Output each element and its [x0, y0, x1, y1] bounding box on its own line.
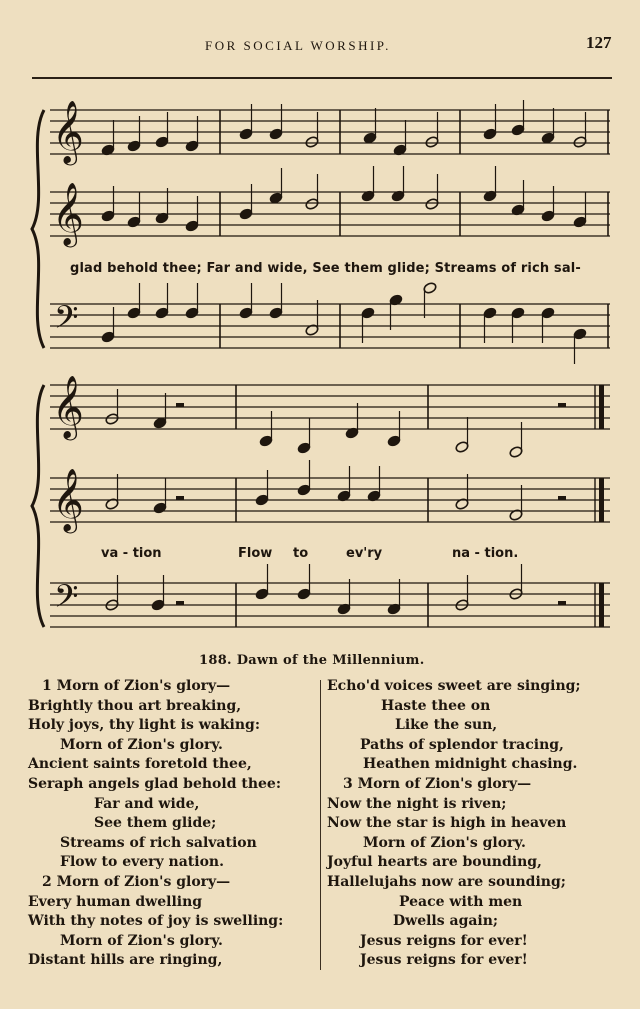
- verse-line: Paths of splendor tracing,: [360, 736, 564, 753]
- half-rest: [176, 403, 184, 407]
- final-barline-thick: [599, 583, 604, 627]
- verse-line: Brightly thou art breaking,: [28, 697, 242, 714]
- verse-line: Holy joys, thy light is waking:: [28, 717, 261, 734]
- verse-line: Now the star is high in heaven: [327, 815, 567, 832]
- verse-line: See them glide;: [94, 815, 217, 832]
- verse-line: Dwells again;: [393, 913, 499, 930]
- verse-line: Seraph angels glad behold thee:: [28, 775, 281, 792]
- system-brace: [32, 110, 44, 348]
- treble-clef: 𝄞: [52, 100, 84, 163]
- verse-line: Every human dwelling: [28, 893, 203, 910]
- verse-line: Morn of Zion's glory.: [60, 932, 223, 949]
- system2-lyric-2: Flow: [238, 546, 273, 561]
- column-divider: [320, 680, 321, 970]
- hymn-text-right: [327, 677, 627, 971]
- treble-clef: 𝄞: [52, 468, 84, 531]
- page-number: 127: [586, 33, 612, 52]
- system2-lyric-1: va - tion: [101, 546, 162, 561]
- verse-line: Jesus reigns for ever!: [360, 932, 528, 949]
- treble-clef: 𝄞: [52, 375, 84, 438]
- hymn-text-left: [28, 677, 318, 971]
- system2-lyric-4: ev'ry: [346, 546, 383, 561]
- system2-lyric-3: to: [293, 546, 309, 561]
- verse-line: Far and wide,: [94, 795, 200, 812]
- verse-line: Morn of Zion's glory.: [60, 736, 223, 753]
- verse-line: Ancient saints foretold thee,: [28, 756, 252, 773]
- hymn-title: 188. Dawn of the Millennium.: [199, 653, 425, 668]
- verse-line: Distant hills are ringing,: [28, 952, 223, 969]
- half-rest: [176, 601, 184, 605]
- system-brace: [32, 385, 44, 627]
- verse-line: Streams of rich salvation: [60, 834, 257, 851]
- final-barline-thick: [599, 478, 604, 522]
- verse-line: 2 Morn of Zion's glory—: [42, 873, 231, 890]
- system1-lyrics: glad behold thee; Far and wide, See them glide; Streams of rich sal-: [70, 261, 581, 276]
- half-rest: [558, 403, 566, 407]
- verse-line: Jesus reigns for ever!: [360, 952, 528, 969]
- verse-line: Joyful hearts are bounding,: [327, 854, 542, 871]
- system2-lyric-5: na - tion.: [452, 546, 519, 561]
- half-rest: [558, 601, 566, 605]
- bass-clef: 𝄢: [54, 578, 79, 622]
- verse-line: Hallelujahs now are sounding;: [327, 873, 566, 890]
- verse-line: Flow to every nation.: [60, 854, 224, 871]
- verse-line: Now the night is riven;: [327, 795, 507, 812]
- verse-line: Heathen midnight chasing.: [363, 756, 578, 773]
- verse-line: 3 Morn of Zion's glory—: [343, 775, 532, 792]
- treble-clef: 𝄞: [52, 182, 84, 245]
- running-header: FOR SOCIAL WORSHIP.: [205, 38, 391, 53]
- verse-line: Echo'd voices sweet are singing;: [327, 678, 581, 694]
- half-rest: [176, 496, 184, 500]
- verse-line: Like the sun,: [395, 717, 498, 734]
- verse-line: With thy notes of joy is swelling:: [28, 913, 284, 930]
- verse-line: Morn of Zion's glory.: [363, 834, 526, 851]
- verse-line: 1 Morn of Zion's glory—: [42, 678, 231, 694]
- verse-line: Haste thee on: [381, 697, 491, 714]
- final-barline-thick: [599, 385, 604, 429]
- half-rest: [558, 496, 566, 500]
- verse-line: Peace with men: [399, 893, 523, 910]
- bass-clef: 𝄢: [54, 299, 79, 343]
